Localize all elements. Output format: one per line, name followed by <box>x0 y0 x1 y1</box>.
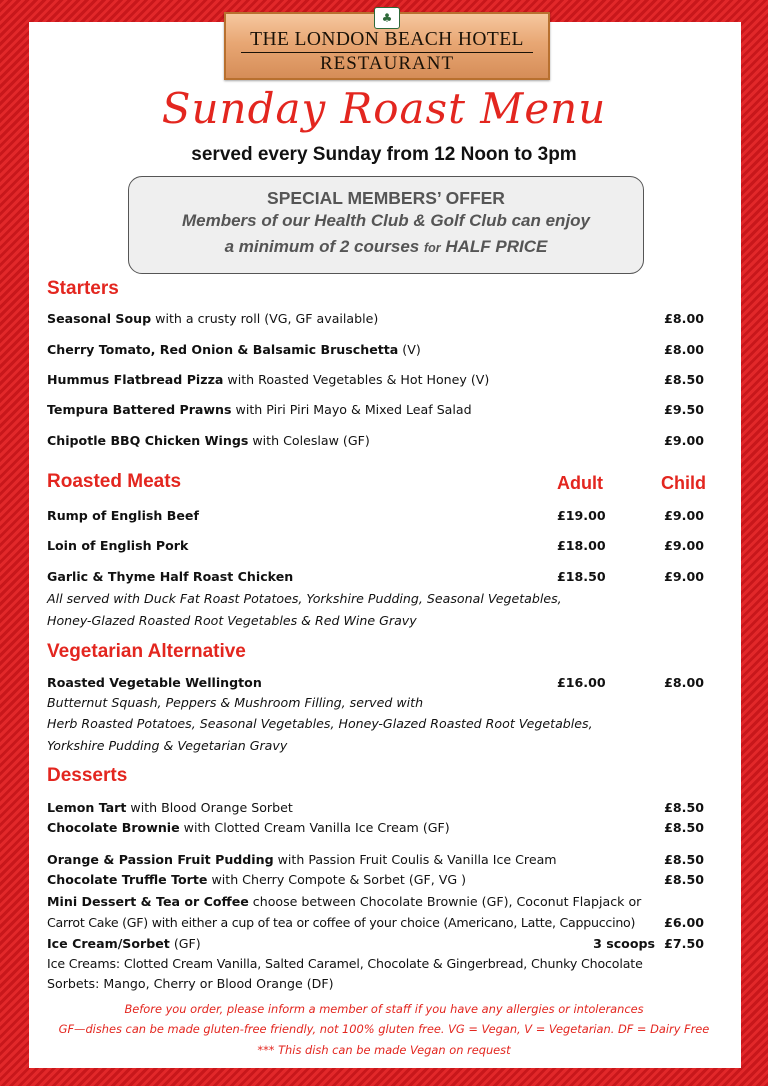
roasted-note-2: Honey-Glazed Roasted Root Vegetables & Red Wine Gravy <box>47 613 417 628</box>
item-desc: with Passion Fruit Coulis & Vanilla Ice Cream <box>273 852 557 867</box>
child-price: £8.00 <box>664 675 704 690</box>
menu-item <box>47 538 188 554</box>
item-desc: with Cherry Compote & Sorbet (GF, VG ) <box>207 872 467 887</box>
child-column-header: Child <box>661 473 706 493</box>
child-price: £9.00 <box>664 508 704 523</box>
item-desc: with Clotted Cream Vanilla Ice Cream (GF) <box>179 820 450 835</box>
menu-item <box>47 872 466 888</box>
item-name: Garlic & Thyme Half Roast Chicken <box>47 569 294 584</box>
item-desc: (GF) <box>169 936 201 951</box>
menu-item <box>47 675 262 691</box>
menu-item <box>47 800 293 816</box>
adult-column-header: Adult <box>557 473 603 493</box>
menu-item <box>47 936 201 952</box>
item-price: £8.50 <box>664 852 704 867</box>
item-desc: with Blood Orange Sorbet <box>126 800 293 815</box>
child-price: £9.00 <box>664 538 704 553</box>
item-name: Roasted Vegetable Wellington <box>47 675 262 690</box>
item-name: Tempura Battered Prawns <box>47 402 232 417</box>
mini-dessert-desc-2: Carrot Cake (GF) with either a cup of tea or coffee of your choice (Americano, Latte, Cappuccino) <box>47 915 636 930</box>
item-name: Ice Cream/Sorbet <box>47 936 170 951</box>
vegetarian-note-1: Butternut Squash, Peppers & Mushroom Filling, served with <box>47 695 424 710</box>
item-desc: with Roasted Vegetables & Hot Honey (V) <box>223 372 490 387</box>
offer-line-1: Members of our Health Club & Golf Club can enjoy <box>181 211 591 230</box>
vegetarian-heading: Vegetarian Alternative <box>47 641 246 662</box>
menu-item <box>47 508 199 524</box>
ice-cream-flavours: Ice Creams: Clotted Cream Vanilla, Salted Caramel, Chocolate & Gingerbread, Chunky Chocolate <box>47 956 643 971</box>
item-name: Chocolate Brownie <box>47 820 180 835</box>
item-desc: with Piri Piri Mayo & Mixed Leaf Salad <box>231 402 472 417</box>
item-name: Chocolate Truffle Torte <box>47 872 208 887</box>
vegetarian-note-3: Yorkshire Pudding & Vegetarian Gravy <box>47 738 288 753</box>
item-name: Rump of English Beef <box>47 508 199 523</box>
roasted-note-1: All served with Duck Fat Roast Potatoes, Yorkshire Pudding, Seasonal Vegetables, <box>47 591 562 606</box>
vegetarian-note-2: Herb Roasted Potatoes, Seasonal Vegetables, Honey-Glazed Roasted Root Vegetables, <box>47 716 593 731</box>
menu-subtitle: served every Sunday from 12 Noon to 3pm <box>191 144 577 165</box>
adult-price: £18.00 <box>557 538 606 553</box>
item-price: £8.50 <box>664 872 704 887</box>
item-price: £6.00 <box>664 915 704 930</box>
item-desc: choose between Chocolate Brownie (GF), Coconut Flapjack or <box>248 894 642 909</box>
adult-price: £16.00 <box>557 675 606 690</box>
menu-item <box>47 569 293 585</box>
scoops-label: 3 scoops <box>593 936 655 951</box>
tree-crest-icon: ♣ <box>374 7 400 29</box>
offer-line-2c: HALF PRICE <box>440 237 548 256</box>
menu-item <box>47 820 450 836</box>
adult-price: £19.00 <box>557 508 606 523</box>
item-name: Mini Dessert & Tea or Coffee <box>47 894 249 909</box>
offer-line-2b: for <box>423 241 441 255</box>
item-price: £8.00 <box>664 311 704 326</box>
item-desc: with a crusty roll (VG, GF available) <box>151 311 379 326</box>
child-price: £9.00 <box>664 569 704 584</box>
item-name: Hummus Flatbread Pizza <box>47 372 224 387</box>
item-desc: (V) <box>398 342 421 357</box>
offer-line-2a: a minimum of 2 courses <box>224 237 424 256</box>
item-name: Chipotle BBQ Chicken Wings <box>47 433 249 448</box>
item-price: £8.50 <box>664 820 704 835</box>
allergy-note: Before you order, please inform a member of staff if you have any allergies or intolerances <box>124 1002 644 1016</box>
menu-title: Sunday Roast Menu <box>161 84 607 133</box>
item-price: £8.50 <box>664 372 704 387</box>
starters-heading: Starters <box>47 278 119 299</box>
item-name: Seasonal Soup <box>47 311 152 326</box>
item-price: £8.50 <box>664 800 704 815</box>
vegan-note: *** This dish can be made Vegan on request <box>257 1043 511 1057</box>
roasted-meats-heading: Roasted Meats <box>47 471 182 492</box>
menu-item <box>47 372 489 388</box>
dietary-key: GF—dishes can be made gluten-free friendly, not 100% gluten free. VG = Vegan, V = Vegetarian. DF = Dairy Free <box>58 1022 710 1036</box>
menu-item <box>47 402 472 418</box>
item-name: Loin of English Pork <box>47 538 189 553</box>
menu-item <box>47 311 378 327</box>
hotel-logo <box>224 12 550 80</box>
menu-item <box>47 894 641 910</box>
item-price: £9.00 <box>664 433 704 448</box>
sorbet-flavours: Sorbets: Mango, Cherry or Blood Orange (DF) <box>47 976 334 991</box>
hotel-name: THE LONDON BEACH HOTEL <box>250 29 524 50</box>
item-price: £8.00 <box>664 342 704 357</box>
offer-title: SPECIAL MEMBERS’ OFFER <box>267 188 505 208</box>
item-name: Cherry Tomato, Red Onion & Balsamic Bruschetta <box>47 342 399 357</box>
restaurant-label: RESTAURANT <box>319 53 455 74</box>
item-price: £9.50 <box>664 402 704 417</box>
menu-item <box>47 852 557 868</box>
members-offer-box <box>128 176 644 274</box>
item-price: £7.50 <box>664 936 704 951</box>
menu-item <box>47 342 421 358</box>
item-name: Lemon Tart <box>47 800 127 815</box>
item-desc: with Coleslaw (GF) <box>248 433 370 448</box>
offer-line-2 <box>129 234 643 261</box>
desserts-heading: Desserts <box>47 765 128 786</box>
adult-price: £18.50 <box>557 569 606 584</box>
item-name: Orange & Passion Fruit Pudding <box>47 852 274 867</box>
menu-item <box>47 433 370 449</box>
